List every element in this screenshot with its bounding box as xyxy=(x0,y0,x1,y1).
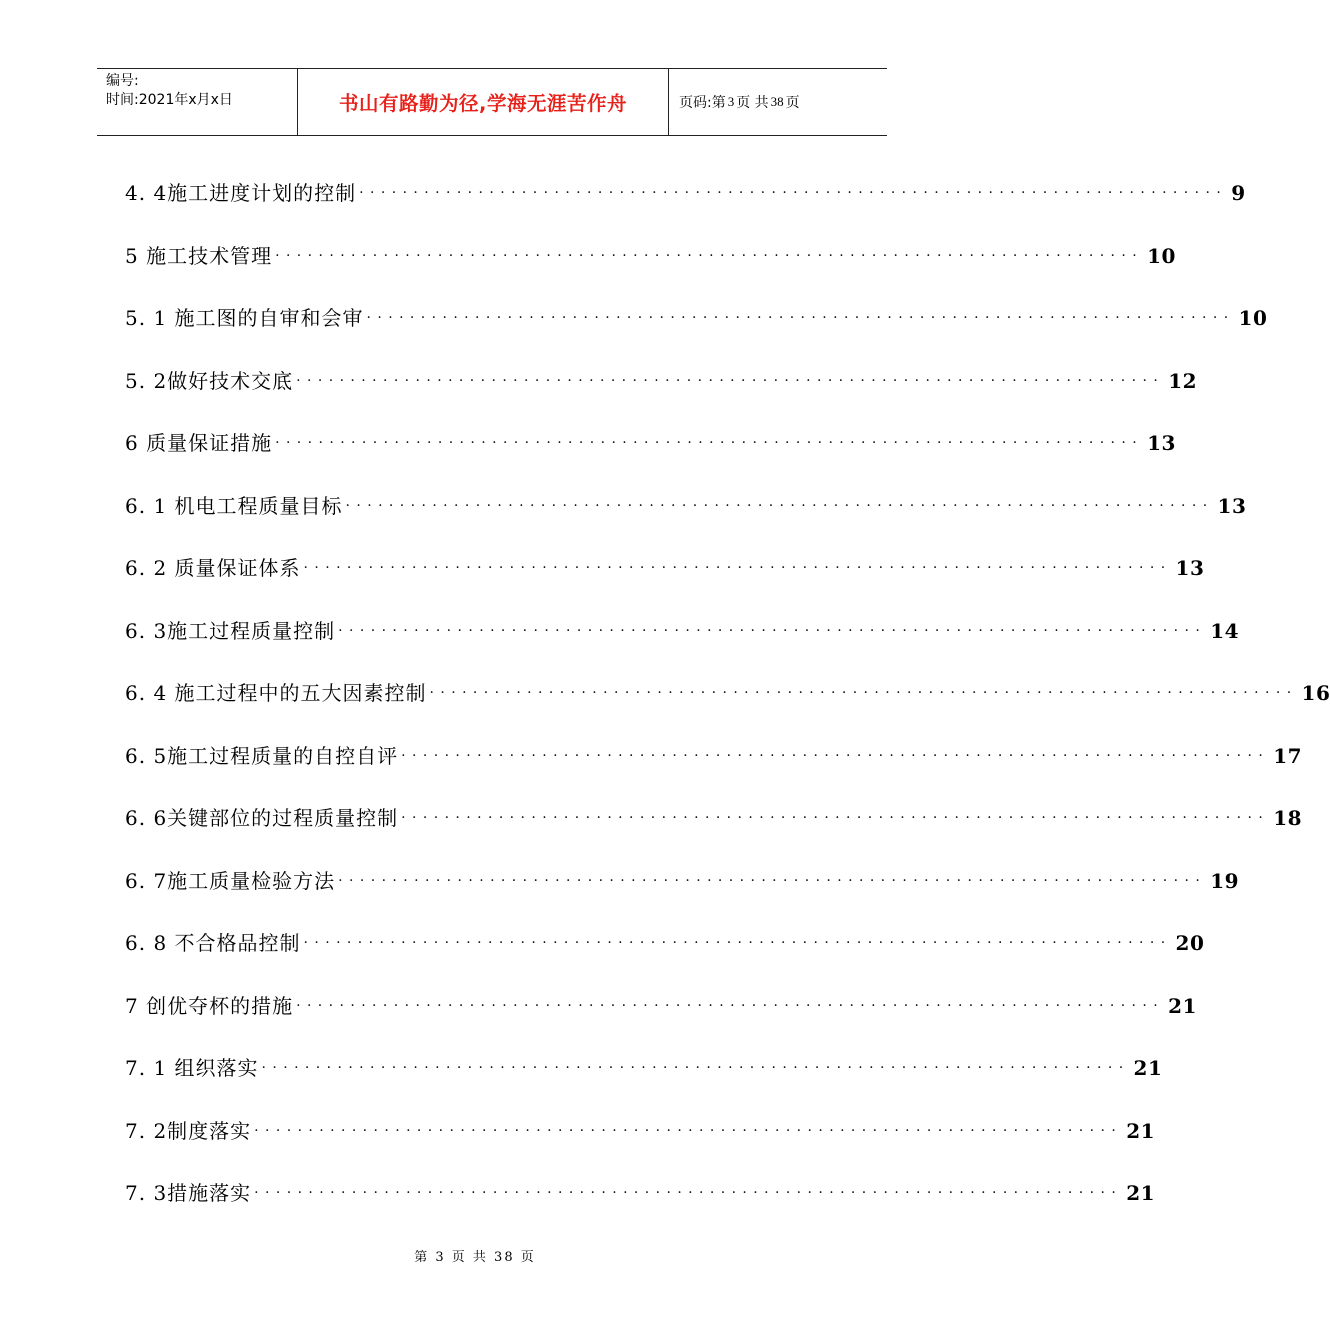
toc-dot-leader: ················································································ xyxy=(296,372,1165,389)
toc-entry[interactable] xyxy=(125,1172,1156,1235)
toc-entry[interactable] xyxy=(125,360,1198,423)
toc-dot-leader: ················································································ xyxy=(429,685,1298,701)
toc-entry-label: 6. 7施工质量检验方法 xyxy=(125,868,336,893)
toc-entry[interactable] xyxy=(125,172,1246,235)
page-footer: 第 3 页 共 38 页 xyxy=(414,1250,536,1265)
toc-entry-label: 6. 4 施工过程中的五大因素控制 xyxy=(125,681,427,705)
toc-entry-label: 6. 6关键部位的过程质量控制 xyxy=(125,806,399,830)
document-time: 时间:2021年x月x日 xyxy=(106,92,233,108)
toc-entry-page: 20 xyxy=(1175,931,1205,955)
toc-entry-label: 6. 5施工过程质量的自控自评 xyxy=(125,743,399,768)
toc-dot-leader: ················································································ xyxy=(303,560,1172,576)
toc-entry-label: 6. 2 质量保证体系 xyxy=(125,556,301,580)
toc-entry[interactable] xyxy=(125,610,1240,673)
toc-entry-page: 21 xyxy=(1126,1118,1156,1143)
toc-entry[interactable] xyxy=(125,860,1240,923)
toc-dot-leader: ················································································ xyxy=(254,1122,1123,1139)
toc-entry[interactable] xyxy=(125,422,1176,485)
toc-entry-page: 13 xyxy=(1175,556,1205,580)
toc-dot-leader: ················································································ xyxy=(254,1185,1123,1201)
toc-entry[interactable] xyxy=(125,922,1205,985)
toc-entry[interactable] xyxy=(125,1110,1156,1173)
toc-entry[interactable] xyxy=(125,235,1176,298)
toc-entry-label: 7. 2制度落实 xyxy=(125,1118,252,1143)
page-suffix: 页 xyxy=(785,95,800,111)
toc-entry-page: 21 xyxy=(1168,993,1197,1018)
toc-entry-page: 12 xyxy=(1168,368,1198,393)
toc-dot-leader: ················································································ xyxy=(261,1060,1130,1076)
table-of-contents xyxy=(125,172,1330,1235)
toc-entry-label: 4. 4施工进度计划的控制 xyxy=(125,181,357,205)
page-current: 3 xyxy=(727,94,735,109)
toc-entry-page: 14 xyxy=(1210,618,1240,643)
toc-dot-leader: ················································································ xyxy=(275,247,1144,264)
toc-entry-page: 13 xyxy=(1217,493,1247,518)
toc-dot-leader: ················································································ xyxy=(401,747,1270,764)
toc-dot-leader: ················································································ xyxy=(401,810,1270,826)
toc-entry-label: 6 质量保证措施 xyxy=(125,431,273,455)
page-mid: 页 共 xyxy=(736,95,769,111)
page-total: 38 xyxy=(770,94,784,109)
toc-dot-leader: ················································································ xyxy=(338,872,1207,889)
header-meta xyxy=(97,69,298,135)
toc-dot-leader: ················································································ xyxy=(275,435,1144,451)
toc-entry[interactable] xyxy=(125,672,1330,735)
toc-dot-leader: ················································································ xyxy=(359,185,1228,201)
toc-entry-label: 5. 2做好技术交底 xyxy=(125,368,294,393)
toc-dot-leader: ················································································ xyxy=(345,497,1214,514)
toc-entry[interactable] xyxy=(125,985,1197,1048)
toc-entry[interactable] xyxy=(125,735,1303,798)
toc-entry-page: 16 xyxy=(1301,681,1330,705)
toc-entry-label: 5. 1 施工图的自审和会审 xyxy=(125,306,364,330)
toc-entry-page: 10 xyxy=(1238,306,1268,330)
page-prefix: 页码:第 xyxy=(679,95,726,111)
toc-entry-label: 6. 8 不合格品控制 xyxy=(125,931,301,955)
toc-entry-page: 21 xyxy=(1126,1181,1156,1205)
toc-entry[interactable] xyxy=(125,1047,1163,1110)
toc-entry[interactable] xyxy=(125,297,1268,360)
toc-entry-page: 18 xyxy=(1273,806,1303,830)
document-number-label: 编号: xyxy=(106,73,139,89)
toc-entry-label: 7. 1 组织落实 xyxy=(125,1056,259,1080)
toc-dot-leader: ················································································ xyxy=(366,310,1235,326)
toc-entry-page: 21 xyxy=(1133,1056,1163,1080)
toc-entry-page: 19 xyxy=(1210,868,1240,893)
toc-dot-leader: ················································································ xyxy=(338,622,1207,639)
toc-entry-label: 7. 3措施落实 xyxy=(125,1181,252,1205)
toc-dot-leader: ················································································ xyxy=(303,935,1172,951)
toc-entry-label: 7 创优夺杯的措施 xyxy=(125,993,294,1018)
header-motto: 书山有路勤为径,学海无涯苦作舟 xyxy=(298,69,669,135)
page-header xyxy=(97,68,887,136)
toc-entry-label: 6. 1 机电工程质量目标 xyxy=(125,493,343,518)
toc-entry-label: 6. 3施工过程质量控制 xyxy=(125,618,336,643)
toc-entry-page: 9 xyxy=(1231,181,1246,205)
toc-entry-page: 13 xyxy=(1147,431,1176,455)
header-page-info xyxy=(669,69,887,135)
toc-entry[interactable] xyxy=(125,797,1303,860)
toc-entry-page: 17 xyxy=(1273,743,1303,768)
toc-entry-label: 5 施工技术管理 xyxy=(125,243,273,268)
toc-entry[interactable] xyxy=(125,547,1205,610)
toc-dot-leader: ················································································ xyxy=(296,997,1165,1014)
toc-entry[interactable] xyxy=(125,485,1247,548)
toc-entry-page: 10 xyxy=(1147,243,1176,268)
